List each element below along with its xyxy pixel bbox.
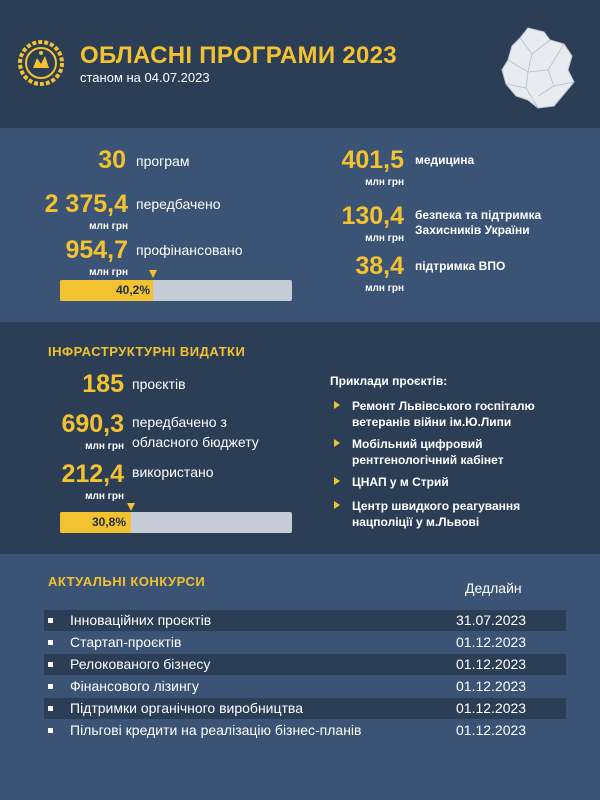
infrastructure-planned-label	[132, 412, 259, 452]
infrastructure-section	[0, 322, 600, 554]
programs-funded-label: профінансовано	[136, 242, 243, 258]
arrow-bullet-icon	[334, 501, 340, 509]
bullet-icon	[48, 706, 53, 711]
competition-deadline: 01.12.2023	[456, 722, 527, 738]
competition-row	[44, 698, 566, 719]
category-security-value: 130,4	[341, 202, 404, 230]
programs-progress-marker	[149, 270, 157, 278]
example-text	[352, 398, 592, 430]
category-security-label	[415, 208, 541, 238]
programs-count: 30	[98, 146, 126, 174]
competition-name: Стартап-проєктів	[70, 634, 182, 650]
competition-name: Релокованого бізнесу	[70, 656, 211, 672]
example-line: ветеранів війни ім.Ю.Липи	[352, 415, 512, 429]
category-idp-value: 38,4	[355, 252, 404, 280]
programs-funded-unit: млн грн	[89, 267, 128, 278]
infrastructure-progress-bar	[60, 512, 292, 533]
bullet-icon	[48, 640, 53, 645]
page-title: ОБЛАСНІ ПРОГРАМИ 2023	[80, 42, 397, 69]
programs-planned-label: передбачено	[136, 196, 221, 212]
competition-row	[44, 610, 566, 631]
category-medicine-value: 401,5	[341, 146, 404, 174]
infrastructure-planned-label-line2: обласного бюджету	[132, 434, 259, 450]
header	[0, 0, 600, 128]
regional-emblem-icon	[18, 40, 64, 86]
competitions-title: АКТУАЛЬНІ КОНКУРСИ	[48, 574, 206, 589]
infrastructure-planned-label-line1: передбачено з	[132, 414, 227, 430]
infrastructure-planned-unit: млн грн	[85, 441, 124, 452]
competition-name: Інноваційних проєктів	[70, 612, 212, 628]
category-security-label-line2: Захисників України	[415, 223, 530, 237]
programs-planned-unit: млн грн	[89, 221, 128, 232]
arrow-bullet-icon	[334, 439, 340, 447]
competition-deadline: 01.12.2023	[456, 634, 527, 650]
infrastructure-progress-marker	[127, 503, 135, 511]
category-security-unit: млн грн	[365, 233, 404, 244]
category-idp-label: підтримка ВПО	[415, 259, 506, 273]
infrastructure-planned-value: 690,3	[61, 410, 124, 438]
example-line: ЦНАП у м Стрий	[352, 475, 449, 489]
examples-title: Приклади проєктів:	[330, 374, 448, 388]
programs-progress-text: 40,2%	[116, 283, 151, 297]
competition-row	[44, 676, 566, 697]
arrow-bullet-icon	[334, 477, 340, 485]
competition-name: Підтримки органічного виробництва	[70, 700, 304, 716]
example-text	[352, 436, 592, 468]
infrastructure-count-label: проєктів	[132, 376, 186, 392]
competitions-section	[0, 554, 600, 800]
example-line: Центр швидкого реагування	[352, 499, 521, 513]
example-line: Мобільний цифровий	[352, 437, 483, 451]
competition-name: Пільгові кредити на реалізацію бізнес-планів	[70, 722, 362, 738]
programs-progress-bar	[60, 280, 292, 301]
category-idp-unit: млн грн	[365, 283, 404, 294]
example-line: рентгенологічний кабінет	[352, 453, 504, 467]
infrastructure-used-unit: млн грн	[85, 491, 124, 502]
deadline-header: Дедлайн	[465, 580, 522, 596]
example-text	[352, 474, 592, 490]
programs-section	[0, 128, 600, 322]
infrastructure-used-value: 212,4	[61, 460, 124, 488]
bullet-icon	[48, 684, 53, 689]
competition-row	[44, 654, 566, 675]
competition-deadline: 31.07.2023	[456, 612, 527, 628]
competition-deadline: 01.12.2023	[456, 656, 527, 672]
bullet-icon	[48, 618, 53, 623]
infrastructure-progress-text: 30,8%	[92, 515, 127, 529]
example-line: нацполіції у м.Львові	[352, 515, 480, 529]
example-line: Ремонт Львівського госпіталю	[352, 399, 535, 413]
infrastructure-used-label: використано	[132, 464, 214, 480]
example-text	[352, 498, 592, 530]
arrow-bullet-icon	[334, 401, 340, 409]
competition-deadline: 01.12.2023	[456, 678, 527, 694]
lviv-region-map-icon	[498, 26, 576, 110]
category-medicine-unit: млн грн	[365, 177, 404, 188]
category-security-label-line1: безпека та підтримка	[415, 208, 542, 222]
bullet-icon	[48, 662, 53, 667]
infrastructure-count: 185	[82, 370, 124, 398]
infrastructure-title: ІНФРАСТРУКТУРНІ ВИДАТКИ	[48, 344, 246, 359]
subtitle-prefix: станом на	[80, 70, 141, 85]
programs-count-label: програм	[136, 153, 190, 169]
subtitle-date: 04.07.2023	[144, 70, 210, 85]
competition-row	[44, 632, 566, 653]
bullet-icon	[48, 728, 53, 733]
page-subtitle	[80, 70, 210, 85]
programs-planned-value: 2 375,4	[44, 190, 128, 218]
competition-name: Фінансового лізингу	[70, 678, 199, 694]
competition-deadline: 01.12.2023	[456, 700, 527, 716]
programs-funded-value: 954,7	[65, 236, 128, 264]
competition-row	[44, 720, 566, 741]
category-medicine-label: медицина	[415, 153, 475, 167]
